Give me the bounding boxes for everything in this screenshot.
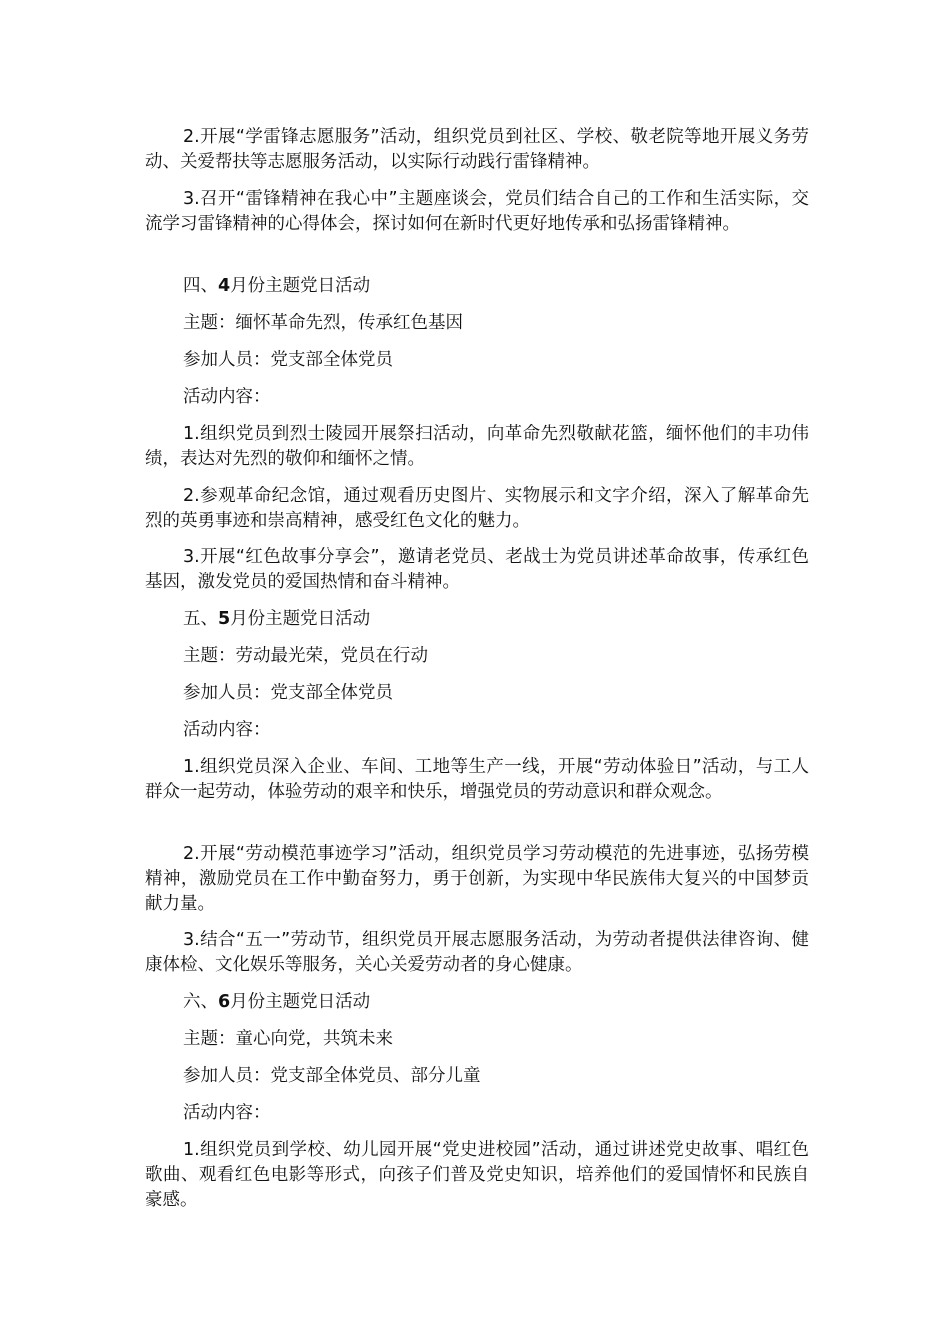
theme-april: 主题：缅怀革命先烈，传承红色基因 [183,313,463,333]
paragraph-april-3: 3.开展“红色故事分享会”，邀请老党员、老战士为党员讲述革命故事，传承红色基因，激发党员的爱国热情和奋斗精神。 [145,547,809,592]
section-heading-june: 六、6月份主题党日活动 [183,992,371,1012]
content-label-april: 活动内容： [183,387,271,407]
participants-june: 参加人员：党支部全体党员、部分儿童 [183,1066,481,1086]
paragraph-june-1: 1.组织党员到学校、幼儿园开展“党史进校园”活动，通过讲述党史故事、唱红色歌曲、观看红色电影等形式，向孩子们普及党史知识，培养他们的爱国情怀和民族自豪感。 [145,1140,809,1210]
content-label-june: 活动内容： [183,1103,271,1123]
paragraph-may-2: 2.开展“劳动模范事迹学习”活动，组织党员学习劳动模范的先进事迹，弘扬劳模精神，激励党员在工作中勤奋努力，勇于创新，为实现中华民族伟大复兴的中国梦贡献力量。 [145,844,809,914]
paragraph-activity-3: 3.召开“雷锋精神在我心中”主题座谈会，党员们结合自己的工作和生活实际，交流学习雷锋精神的心得体会，探讨如何在新时代更好地传承和弘扬雷锋精神。 [145,189,809,234]
content-label-may: 活动内容： [183,720,271,740]
paragraph-april-2: 2.参观革命纪念馆，通过观看历史图片、实物展示和文字介绍，深入了解革命先烈的英勇事迹和崇高精神，感受红色文化的魅力。 [145,486,809,531]
participants-may: 参加人员：党支部全体党员 [183,683,393,703]
paragraph-may-1: 1.组织党员深入企业、车间、工地等生产一线，开展“劳动体验日”活动，与工人群众一起劳动，体验劳动的艰辛和快乐，增强党员的劳动意识和群众观念。 [145,757,809,802]
theme-june: 主题：童心向党，共筑未来 [183,1029,393,1049]
section-heading-may: 五、5月份主题党日活动 [183,609,371,629]
paragraph-activity-2: 2.开展“学雷锋志愿服务”活动，组织党员到社区、学校、敬老院等地开展义务劳动、关爱帮扶等志愿服务活动，以实际行动践行雷锋精神。 [145,127,809,172]
paragraph-april-1: 1.组织党员到烈士陵园开展祭扫活动，向革命先烈敬献花篮，缅怀他们的丰功伟绩，表达对先烈的敬仰和缅怀之情。 [145,424,809,469]
section-heading-april: 四、4月份主题党日活动 [183,276,371,296]
theme-may: 主题：劳动最光荣，党员在行动 [183,646,428,666]
participants-april: 参加人员：党支部全体党员 [183,350,393,370]
paragraph-may-3: 3.结合“五一”劳动节，组织党员开展志愿服务活动，为劳动者提供法律咨询、健康体检、文化娱乐等服务，关心关爱劳动者的身心健康。 [145,930,809,975]
